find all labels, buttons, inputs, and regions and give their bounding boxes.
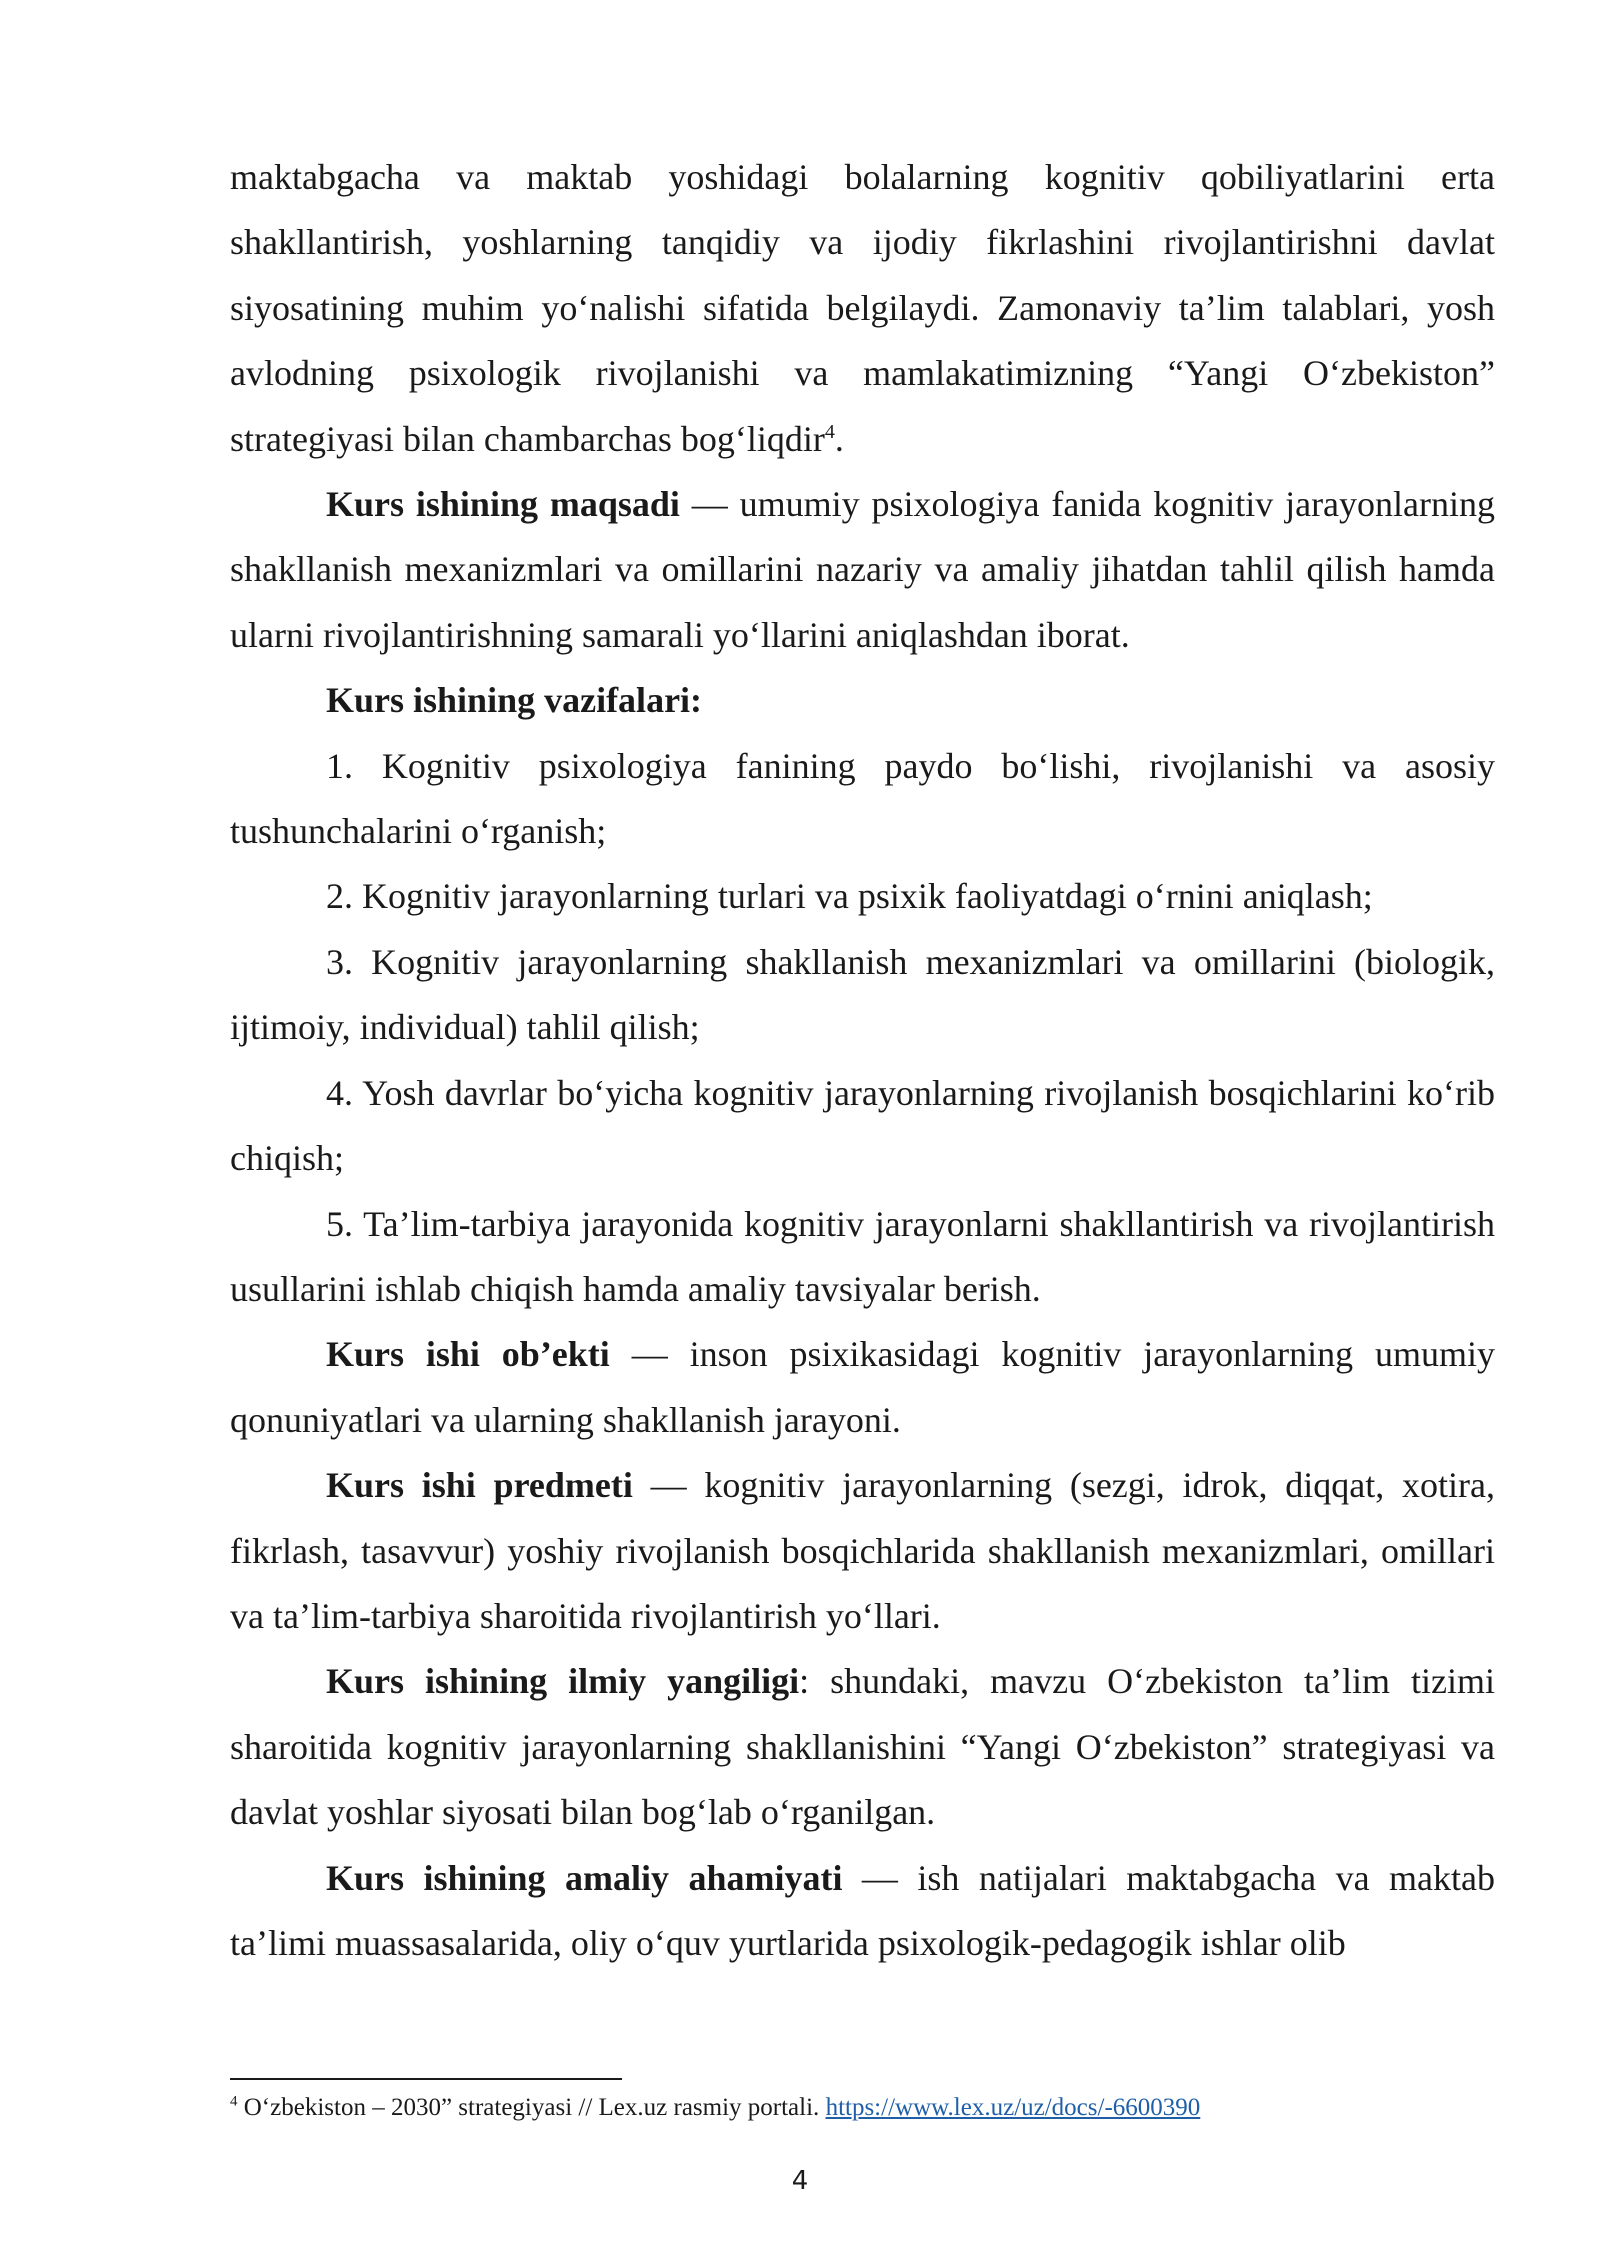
task-item: 2. Kognitiv jarayonlarning turlari va psixik faoliyatdagi o‘rnini aniqlash; xyxy=(326,876,1373,917)
goal-text: — umumiy psixologiya fanida kognitiv jarayonlarning shakllanish mexanizmlari va omillarini nazariy va amaliy jihatdan tahlil qilish hamda ularni rivojlantirishning samarali yo‘llarini aniqlashdan iborat. xyxy=(230,484,1495,655)
task-item: 1. Kognitiv psixologiya fanining paydo bo‘lishi, rivojlanishi va asosiy tushunchalarini o‘rganish; xyxy=(230,745,1495,852)
novelty-text: : shundaki, mavzu O‘zbekiston ta’lim tizimi sharoitida kognitiv jarayonlarning shakllanishini “Yangi O‘zbekiston” strategiyasi va davlat yoshlar siyosati bilan bog‘lab o‘rganilgan. xyxy=(230,1661,1495,1833)
tasks-heading: Kurs ishining vazifalari: xyxy=(326,680,703,721)
paragraph-object xyxy=(230,1322,1495,1453)
footnote xyxy=(230,2090,1495,2126)
subject-heading: Kurs ishi predmeti xyxy=(326,1465,633,1506)
paragraph-tasks-heading xyxy=(230,668,1495,733)
paragraph-period: . xyxy=(834,418,844,459)
subject-text: — kognitiv jarayonlarning (sezgi, idrok, diqqat, xotira, fikrlash, tasavvur) yoshiy rivojlanish bosqichlarida shakllanish mexanizmlari, omillari va ta’lim-tarbiya sharoitida rivojlantirish yo‘llari. xyxy=(230,1465,1495,1636)
footnote-separator xyxy=(230,2078,622,2080)
page-body xyxy=(230,145,1495,1976)
paragraph-subject xyxy=(230,1453,1495,1649)
object-text: — inson psixikasidagi kognitiv jarayonlarning umumiy qonuniyatlari va ularning shakllanish jarayoni. xyxy=(230,1334,1495,1440)
task-item: 5. Ta’lim-tarbiya jarayonida kognitiv jarayonlarni shakllantirish va rivojlantirish usullarini ishlab chiqish hamda amaliy tavsiyalar berish. xyxy=(230,1203,1495,1309)
paragraph-intro-continuation xyxy=(230,145,1495,472)
task-item: 4. Yosh davrlar bo‘yicha kognitiv jarayonlarning rivojlanish bosqichlarini ko‘rib chiqish; xyxy=(230,1072,1495,1179)
paragraph-novelty xyxy=(230,1649,1495,1845)
paragraph-goal xyxy=(230,472,1495,668)
footnote-link[interactable]: https://www.lex.uz/uz/docs/-6600390 xyxy=(825,2094,1201,2121)
footnote-reference[interactable]: 4 xyxy=(824,420,835,443)
footnote-text: O‘zbekiston – 2030” strategiyasi // Lex.uz rasmiy portali. xyxy=(237,2094,826,2121)
practical-text: — ish natijalari maktabgacha va maktab ta’limi muassasalarida, oliy o‘quv yurtlarida psixologik-pedagogik ishlar olib xyxy=(230,1857,1495,1963)
goal-heading: Kurs ishining maqsadi xyxy=(326,484,680,525)
paragraph-practical-importance xyxy=(230,1846,1495,1977)
page-number: 4 xyxy=(791,2166,809,2196)
novelty-heading: Kurs ishining ilmiy yangiligi xyxy=(326,1661,800,1702)
task-item: 3. Kognitiv jarayonlarning shakllanish mexanizmlari va omillarini (biologik, ijtimoiy, individual) tahlil qilish; xyxy=(230,941,1495,1048)
footnote-number: 4 xyxy=(230,2093,238,2110)
object-heading: Kurs ishi ob’ekti xyxy=(326,1334,610,1375)
paragraph-text: maktabgacha va maktab yoshidagi bolalarning kognitiv qobiliyatlarini erta shakllantirish, yoshlarning tanqidiy va ijodiy fikrlashini rivojlantirishni davlat siyosatining muhim yo‘nalishi sifatida belgilaydi. Zamonaviy ta’lim talablari, yosh avlodning psixologik rivojlanishi va mamlakatimizning “Yangi O‘zbekiston” strategiyasi bilan chambarchas bog‘liqdir xyxy=(230,157,1495,459)
practical-heading: Kurs ishining amaliy ahamiyati xyxy=(326,1857,843,1898)
